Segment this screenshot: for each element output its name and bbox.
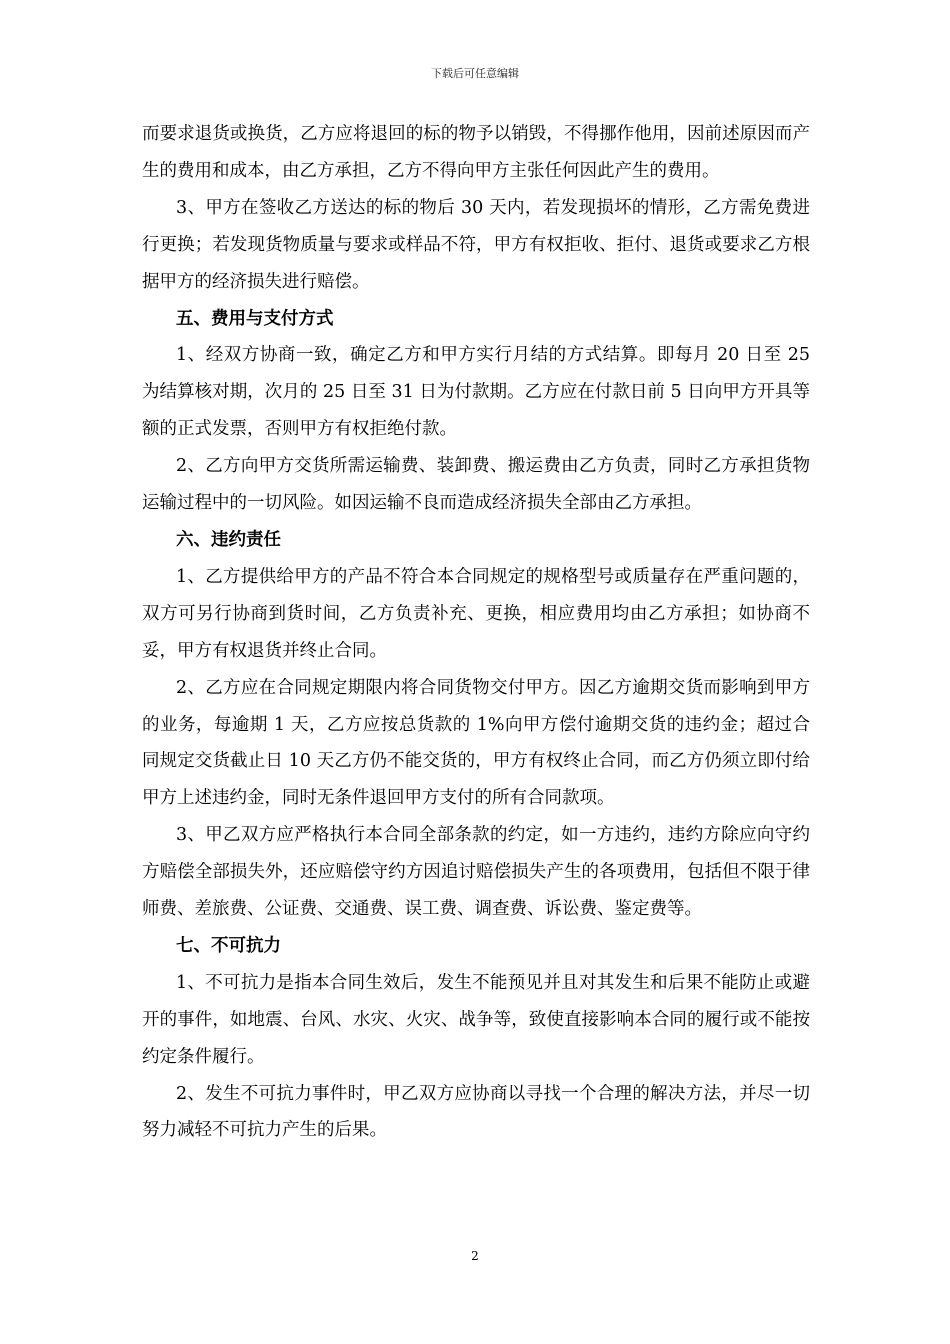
paragraph-continuation: 而要求退货或换货，乙方应将退回的标的物予以销毁，不得挪作他用，因前述原因而产生的费用和成本，由乙方承担，乙方不得向甲方主张任何因此产生的费用。 [142, 124, 810, 181]
paragraph-liability-3: 3、甲乙双方应严格执行本合同全部条款的约定，如一方违约，违约方除应向守约方赔偿全部损失外，还应赔偿守约方因追讨赔偿损失产生的各项费用，包括但不限于律师费、差旅费、公证费、交通费、误工费、调查费、诉讼费、鉴定费等。 [142, 825, 810, 920]
paragraph-liability-2: 2、乙方应在合同规定期限内将合同货物交付甲方。因乙方逾期交货而影响到甲方的业务，每逾期 1 天，乙方应按总货款的 1%向甲方偿付逾期交货的违约金；超过合同规定交货截止日 10 天乙方仍不能交货的，甲方有权终止合同，而乙方仍须立即付给甲方上述违约金，同时无条件退回甲方支付的所有合同款项。 [142, 677, 810, 809]
page-header: 下载后可任意编辑 [431, 67, 519, 80]
paragraph-liability-1: 1、乙方提供给甲方的产品不符合本合同规定的规格型号或质量存在严重问题的，双方可另行协商到货时间，乙方负责补充、更换，相应费用均由乙方承担；如协商不妥，甲方有权退货并终止合同。 [142, 566, 810, 661]
paragraph-payment-1: 1、经双方协商一致，确定乙方和甲方实行月结的方式结算。即每月 20 日至 25 为结算核对期，次月的 25 日至 31 日为付款期。乙方应在付款日前 5 日向甲方开具等额的正式发票，否则甲方有权拒绝付款。 [142, 345, 810, 440]
paragraph-payment-2: 2、乙方向甲方交货所需运输费、装卸费、搬运费由乙方负责，同时乙方承担货物运输过程中的一切风险。如因运输不良而造成经济损失全部由乙方承担。 [142, 456, 810, 514]
document-body [142, 116, 810, 1149]
paragraph-force-majeure-1: 1、不可抗力是指本合同生效后，发生不能预见并且对其发生和后果不能防止或避开的事件，如地震、台风、水灾、火灾、战争等，致使直接影响本合同的履行或不能按约定条件履行。 [142, 972, 810, 1067]
page-number: 2 [471, 1249, 479, 1263]
paragraph-clause-3-inspection: 3、甲方在签收乙方送达的标的物后 30 天内，若发现损坏的情形，乙方需免费进行更换；若发现货物质量与要求或样品不符，甲方有权拒收、拒付、退货或要求乙方根据甲方的经济损失进行赔偿。 [142, 197, 810, 292]
section-heading-liability: 六、违约责任 [176, 529, 281, 550]
section-heading-force-majeure: 七、不可抗力 [176, 935, 281, 956]
section-heading-payment: 五、费用与支付方式 [176, 308, 334, 329]
paragraph-force-majeure-2: 2、发生不可抗力事件时，甲乙双方应协商以寻找一个合理的解决方法，并尽一切努力减轻不可抗力产生的后果。 [142, 1083, 810, 1141]
